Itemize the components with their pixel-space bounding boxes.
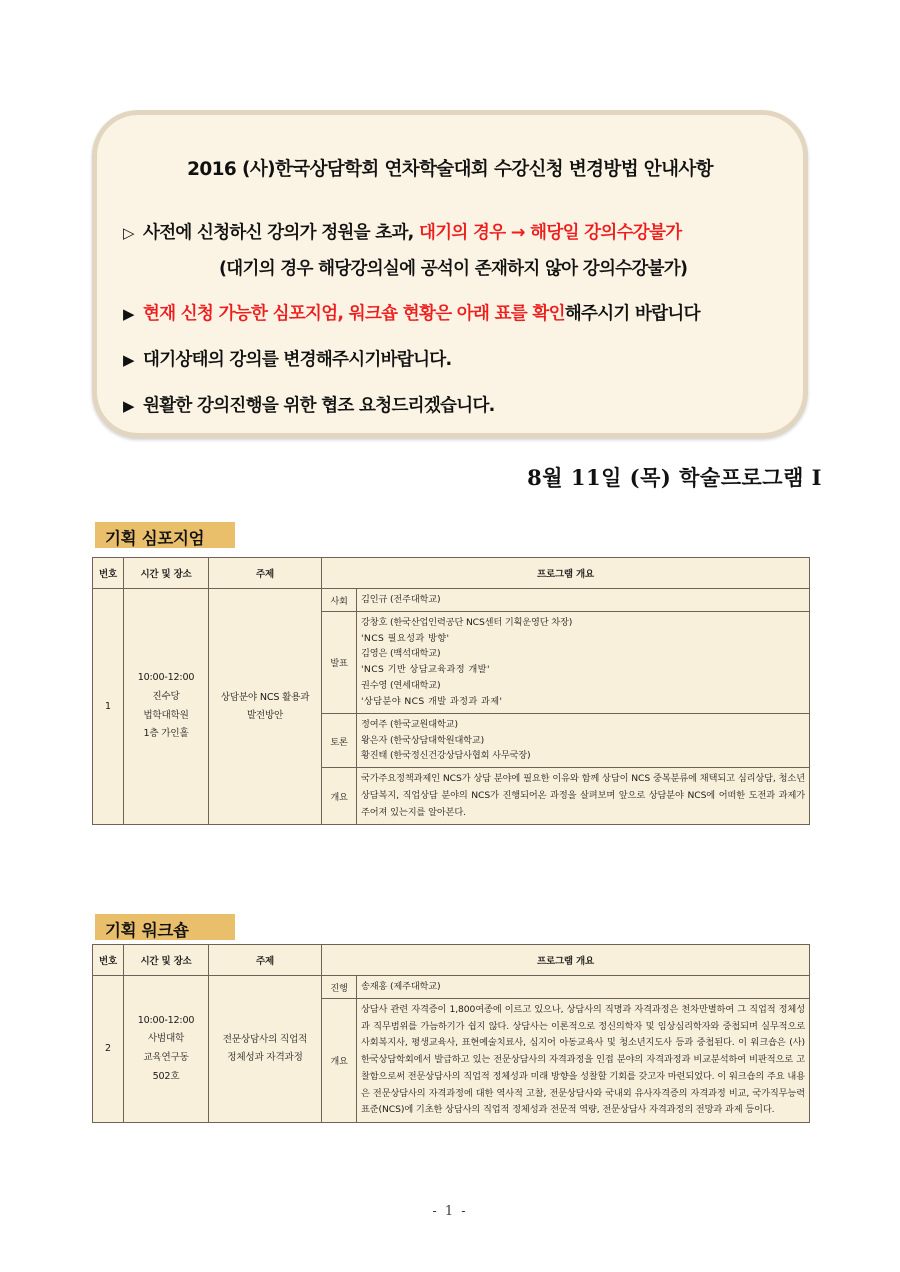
discussant-line-2: 왕은자 (한국상담대학원대학교) [361, 734, 485, 746]
column-header-no: 번호 [93, 558, 124, 589]
place-line-1: 진수당 [152, 691, 180, 703]
page-number-footer: - 1 - [432, 1204, 468, 1219]
notice-line-2 [123, 304, 777, 326]
workshop-table [92, 944, 810, 1123]
place-line-2-2: 교육연구동 [143, 1051, 189, 1063]
place-line-3: 1층 가인홀 [143, 728, 189, 740]
notice-line-1-black: 사전에 신청하신 강의가 정원을 초과, [143, 223, 414, 243]
notice-line-4 [123, 396, 777, 418]
presenter-title-1: 'NCS 필요성과 방향' [361, 632, 450, 644]
column-header-topic: 주제 [209, 558, 322, 589]
time-line-2: 10:00-12:00 [137, 1014, 195, 1026]
role-label-discussion: 토론 [322, 713, 357, 767]
overview-block-summary [322, 768, 809, 825]
topic-line-2: 발전방안 [246, 709, 284, 721]
overview-block-discussion [322, 713, 809, 767]
row-time-place [124, 589, 209, 825]
row-time-place-2 [124, 976, 209, 1123]
notice-line-1-sub: (대기의 경우 해당강의실에 공석이 존재하지 않아 강의수강불가) [219, 258, 688, 279]
presenter-line-3: 권수영 (연세대학교) [361, 680, 441, 692]
column-header-overview-2: 프로그램 개요 [322, 945, 810, 976]
row-number: 1 [93, 589, 124, 825]
topic-2-line-2: 정체성과 자격과정 [227, 1051, 303, 1063]
presenter-line-2: 김영은 (백석대학교) [361, 648, 441, 660]
topic-line-1: 상담분야 NCS 활용과 [220, 692, 310, 703]
notice-line-2-black: 해주시기 바랍니다 [564, 303, 700, 324]
presenter-title-2: 'NCS 기반 상담교육과정 개발' [361, 664, 490, 676]
place-line-2-1: 사범대학 [147, 1033, 185, 1045]
section-tab-symposium: 기획 심포지엄 [95, 522, 235, 548]
row-topic-2 [209, 976, 322, 1123]
triangle-filled-bullet-icon-3: ▶ [123, 396, 134, 415]
notice-line-3-text: 대기상태의 강의를 변경해주시기바랍니다. [143, 349, 452, 370]
row-topic [209, 589, 322, 825]
overview-block-moderator [322, 589, 809, 611]
column-header-time: 시간 및 장소 [124, 558, 209, 589]
moderator-line-1: 김인규 (전주대학교) [361, 594, 441, 605]
overview-block-presentation [322, 611, 809, 713]
overview-block-facilitator [322, 976, 809, 998]
row-overview-cell-2 [322, 976, 810, 1123]
row-overview-cell [322, 589, 810, 825]
table-row [93, 589, 810, 825]
table-header-row [93, 945, 810, 976]
column-header-no-2: 번호 [93, 945, 124, 976]
notice-line-4-text: 원활한 강의진행을 위한 협조 요청드리겠습니다. [143, 395, 495, 416]
date-heading: 8월 11일 (목) 학술프로그램 I [527, 465, 822, 490]
notice-line-2-red: 현재 신청 가능한 심포지엄, 워크숍 현황은 아래 표를 확인 [143, 303, 565, 324]
presenter-line-1: 강창호 (한국산업인력공단 NCS센터 기획운영단 차장) [361, 616, 573, 628]
presenter-title-3: '상담분야 NCS 개발 과정과 과제' [361, 695, 503, 707]
place-line-2: 법학대학원 [143, 709, 189, 721]
role-label-summary-2: 개요 [322, 998, 357, 1122]
table-header-row [93, 558, 810, 589]
notice-line-1-red: 대기의 경우 → 해당일 강의수강불가 [419, 223, 682, 243]
triangle-filled-bullet-icon: ▶ [123, 304, 134, 323]
row-number-2: 2 [93, 976, 124, 1123]
overview-inner-table [322, 589, 809, 824]
summary-paragraph: 국가주요정책과제인 NCS가 상담 분야에 필요한 이유와 함께 상담이 NCS 중복분류에 채택되고 심리상담, 청소년상담복지, 직업상담 분야의 NCS가 진행되어온 과정을 살펴보며 앞으로 상담분야 NCS에 어떠한 도전과 과제가 주어져 있는지를 알아본다. [357, 768, 810, 825]
notice-line-1 [123, 223, 777, 245]
role-label-summary: 개요 [322, 768, 357, 825]
place-line-2-3: 502호 [152, 1070, 180, 1082]
notice-line-3 [123, 350, 777, 372]
facilitator-line-1: 송재홍 (제주대학교) [361, 981, 441, 992]
topic-2-line-1: 전문상담사의 직업적 [222, 1034, 308, 1046]
symposium-table [92, 557, 810, 825]
discussant-line-3: 황진태 (한국정신건강상담사협회 사무국장) [361, 750, 531, 762]
discussant-line-1: 정여주 (한국교원대학교) [361, 718, 458, 730]
column-header-topic-2: 주제 [209, 945, 322, 976]
role-content-presentation [357, 611, 810, 713]
overview-inner-table-2 [322, 976, 809, 1122]
column-header-time-2: 시간 및 장소 [124, 945, 209, 976]
notice-line-list [123, 223, 777, 418]
notice-box [92, 110, 808, 438]
section-tab-workshop: 기획 워크숍 [95, 914, 235, 940]
time-line: 10:00-12:00 [137, 672, 195, 684]
notice-title: 2016 (사)한국상담학회 연차학술대회 수강신청 변경방법 안내사항 [187, 159, 713, 180]
role-label-presentation: 발표 [322, 611, 357, 713]
triangle-outline-bullet-icon: ▷ [123, 224, 134, 242]
triangle-filled-bullet-icon-2: ▶ [123, 350, 134, 369]
role-label-facilitator: 진행 [322, 976, 357, 998]
role-content-discussion [357, 713, 810, 767]
overview-block-summary-2 [322, 998, 809, 1122]
table-row [93, 976, 810, 1123]
column-header-overview: 프로그램 개요 [322, 558, 810, 589]
role-content-moderator [357, 589, 810, 611]
role-label-moderator: 사회 [322, 589, 357, 611]
summary-paragraph-2: 상담사 관련 자격증이 1,800여종에 이르고 있으나, 상담사의 직명과 자격과정은 천차만별하여 그 직업적 정체성과 직무범위를 가늠하기가 쉽지 않다. 상담사는 이론적으로 정신의학자 및 임상심리학자와 중첩되며 실무적으로 사회복지사, 평생교육사, 표현예술치료사, 심지어 아동교육사 및 청소년지도사 등과 중첩된다. 이 워크숍은 (사)한국상담학회에서 발급하고 있는 전문상담사의 자격과정을 인접 분야의 자격과정과 비교분석하여 비판적으로 고찰함으로써 전문상담사의 직업적 정체성과 미래 방향을 성찰할 기회를 갖고자 마련되었다. 이 워크숍의 주요 내용은 전문상담사의 자격과정에 대한 역사적 고찰, 전문상담사와 국내외 유사자격증의 자격과정 비교, 국가직무능력표준(NCS)에 기초한 상담사의 직업적 정체성과 전문적 역량, 전문상담사 자격과정의 전망과 과제 등이다. [357, 998, 810, 1122]
role-content-facilitator [357, 976, 810, 998]
